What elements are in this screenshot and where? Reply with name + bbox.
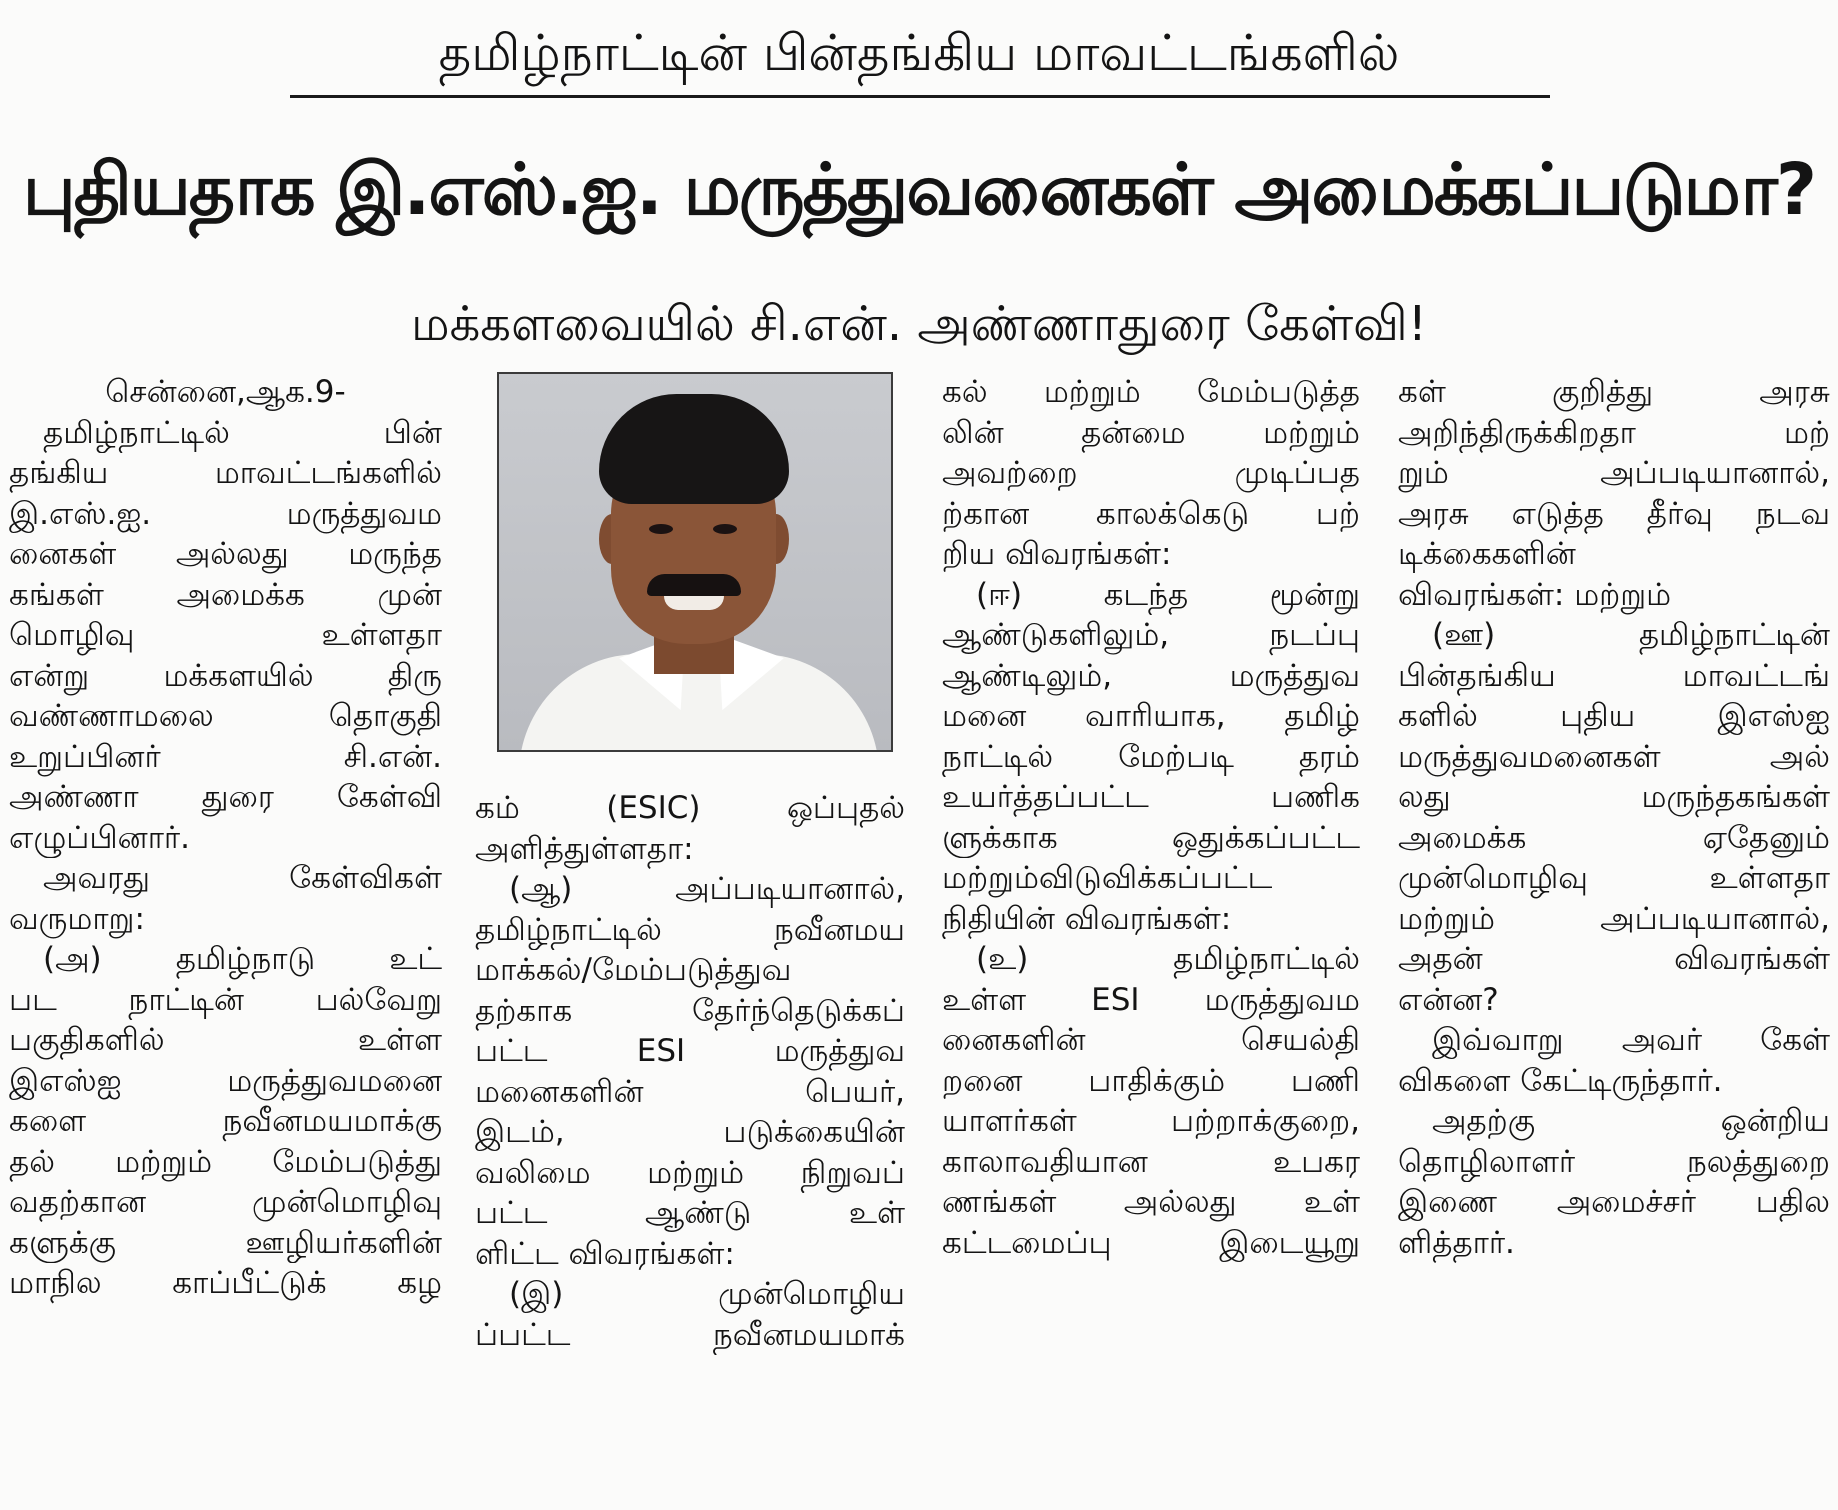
text-line: கம் (ESIC) ஒப்புதல் — [475, 790, 905, 826]
text-line: கள் குறித்து அரசு — [1398, 374, 1830, 410]
article-column-4 — [1398, 372, 1830, 1263]
text-line: பகுதிகளில் உள்ள — [9, 1022, 442, 1058]
text-line: வண்ணாமலை தொகுதி — [9, 698, 442, 734]
text-line: கல் மற்றும் மேம்படுத்த — [942, 374, 1360, 410]
text-line: இடம், படுக்கையின் — [475, 1114, 905, 1150]
text-line: ஆண்டுகளிலும், நடப்பு — [942, 617, 1360, 653]
kicker-headline: தமிழ்நாட்டின் பின்தங்கிய மாவட்டங்களில் — [438, 24, 1400, 82]
text-line: அரசு எடுத்த தீர்வு நடவ — [1398, 495, 1830, 532]
text-line: டிக்கைகளின் — [1398, 536, 1576, 572]
photo-eye-left — [649, 524, 673, 534]
text-line: வலிமை மற்றும் நிறுவப் — [475, 1154, 905, 1191]
text-line: ப்பட்ட நவீனமயமாக் — [475, 1316, 905, 1353]
text-line: அவற்றை முடிப்பத — [942, 455, 1360, 491]
text-line: மருத்துவமனைகள் அல் — [1398, 738, 1830, 775]
text-line: (உ) தமிழ்நாட்டில் — [976, 941, 1360, 977]
text-line: (ஈ) கடந்த மூன்று — [976, 576, 1360, 613]
text-line: மாநில காப்பீட்டுக் கழ — [9, 1265, 442, 1301]
text-line: மற்றும் அப்படியானால், — [1398, 900, 1830, 937]
text-line: தொழிலாளர் நலத்துறை — [1398, 1143, 1830, 1180]
text-line: ளிட்ட விவரங்கள்: — [475, 1235, 735, 1272]
text-line: நாட்டில் மேற்படி தரம் — [942, 738, 1360, 775]
portrait-photo — [497, 372, 893, 752]
text-line: உறுப்பினர் சி.என். — [9, 738, 442, 775]
text-line: பட்ட ஆண்டு உள் — [475, 1195, 905, 1231]
text-line: றிய விவரங்கள்: — [942, 536, 1172, 572]
text-line: (இ) முன்மொழிய — [509, 1276, 905, 1312]
text-line: ளித்தார். — [1398, 1224, 1515, 1261]
main-headline: புதியதாக இ.எஸ்.ஐ. மருத்துவனைகள் அமைக்கப்படுமா? — [22, 148, 1816, 231]
text-line: னைகள் அல்லது மருந்த — [9, 536, 442, 572]
text-line: அண்ணா துரை கேள்வி — [9, 779, 442, 815]
text-line: ணங்கள் அல்லது உள் — [942, 1184, 1360, 1220]
kicker-underline — [290, 95, 1550, 98]
dateline: சென்னை,ஆக.9- — [105, 374, 346, 410]
text-line: அதன் விவரங்கள் — [1398, 941, 1830, 977]
text-line: லின் தன்மை மற்றும் — [942, 414, 1360, 451]
text-line: என்ன? — [1398, 981, 1499, 1018]
text-line: அதற்கு ஒன்றிய — [1432, 1103, 1830, 1139]
photo-moustache — [647, 574, 741, 596]
text-line: அமைக்க ஏதேனும் — [1398, 819, 1830, 856]
article-column-1 — [9, 372, 442, 1304]
text-line: கட்டமைப்பு இடையூறு — [942, 1224, 1360, 1261]
text-line: அளித்துள்ளதா: — [475, 830, 694, 867]
text-line: னைகளின் செயல்தி — [942, 1022, 1360, 1058]
text-line: (அ) தமிழ்நாடு உட் — [43, 941, 442, 977]
text-line: யாளர்கள் பற்றாக்குறை, — [942, 1103, 1360, 1139]
text-line: என்று மக்களயில் திரு — [9, 657, 442, 694]
text-line: நிதியின் விவரங்கள்: — [942, 900, 1232, 937]
text-line: அறிந்திருக்கிறதா மற் — [1398, 414, 1830, 451]
text-line: றும் அப்படியானால், — [1398, 455, 1830, 491]
text-line: தற்காக தேர்ந்தெடுக்கப் — [475, 992, 905, 1029]
text-line: இவ்வாறு அவர் கேள் — [1432, 1022, 1830, 1058]
text-line: வதற்கான முன்மொழிவு — [9, 1184, 442, 1220]
text-line: விவரங்கள்: மற்றும் — [1398, 576, 1672, 613]
text-line: கங்கள் அமைக்க முன் — [9, 576, 442, 613]
text-line: மனைகளின் பெயர், — [475, 1073, 905, 1110]
text-line: மற்றும்விடுவிக்கப்பட்ட — [942, 860, 1273, 896]
text-line: விகளை கேட்டிருந்தார். — [1398, 1062, 1723, 1099]
photo-smile — [664, 596, 724, 610]
text-line: களை நவீனமயமாக்கு — [9, 1103, 442, 1139]
text-line: ஆண்டிலும், மருத்துவ — [942, 657, 1360, 694]
text-line: பட நாட்டின் பல்வேறு — [9, 981, 442, 1018]
text-line: றனை பாதிக்கும் பணி — [942, 1062, 1360, 1099]
text-line: மாக்கல்/மேம்படுத்துவ — [475, 952, 792, 988]
text-line: ற்கான காலக்கெடு பற் — [942, 495, 1360, 532]
text-line: களுக்கு ஊழியர்களின் — [9, 1224, 442, 1261]
text-line: முன்மொழிவு உள்ளதா — [1398, 860, 1830, 896]
text-line: பின்தங்கிய மாவட்டங் — [1398, 657, 1830, 694]
text-line: வருமாறு: — [9, 900, 145, 937]
text-line: தல் மற்றும் மேம்படுத்து — [9, 1143, 442, 1180]
text-line: மனை வாரியாக, தமிழ் — [942, 698, 1360, 734]
text-line: (ஊ) தமிழ்நாட்டின் — [1432, 617, 1830, 653]
text-line: பட்ட ESI மருத்துவ — [475, 1033, 905, 1069]
text-line: தங்கிய மாவட்டங்களில் — [9, 455, 442, 491]
text-line: காலாவதியான உபகர — [942, 1143, 1360, 1180]
text-line: உள்ள ESI மருத்துவம — [942, 981, 1360, 1018]
text-line: லது மருந்தகங்கள் — [1398, 779, 1830, 815]
text-line: மொழிவு உள்ளதா — [9, 617, 442, 653]
text-line: உயர்த்தப்பட்ட பணிக — [942, 779, 1360, 815]
text-line: ளுக்காக ஒதுக்கப்பட்ட — [942, 819, 1360, 856]
text-line: அவரது கேள்விகள் — [43, 860, 442, 896]
text-line: எழுப்பினார். — [9, 819, 190, 856]
text-line: களில் புதிய இஎஸ்ஐ — [1398, 698, 1830, 734]
text-line: (ஆ) அப்படியானால், — [509, 871, 905, 907]
article-column-2 — [475, 788, 905, 1355]
article-column-3 — [942, 372, 1360, 1263]
text-line: தமிழ்நாட்டில் நவீனமய — [475, 911, 905, 948]
text-line: இ.எஸ்.ஐ. மருத்துவம — [9, 495, 442, 532]
photo-eye-right — [713, 524, 737, 534]
sub-headline: மக்களவையில் சி.என். அண்ணாதுரை கேள்வி! — [410, 296, 1428, 352]
photo-hair — [599, 394, 789, 504]
text-line: தமிழ்நாட்டில் பின் — [43, 414, 442, 451]
text-line: இணை அமைச்சர் பதில — [1398, 1184, 1830, 1220]
text-line: இஎஸ்ஐ மருத்துவமனை — [9, 1062, 442, 1099]
